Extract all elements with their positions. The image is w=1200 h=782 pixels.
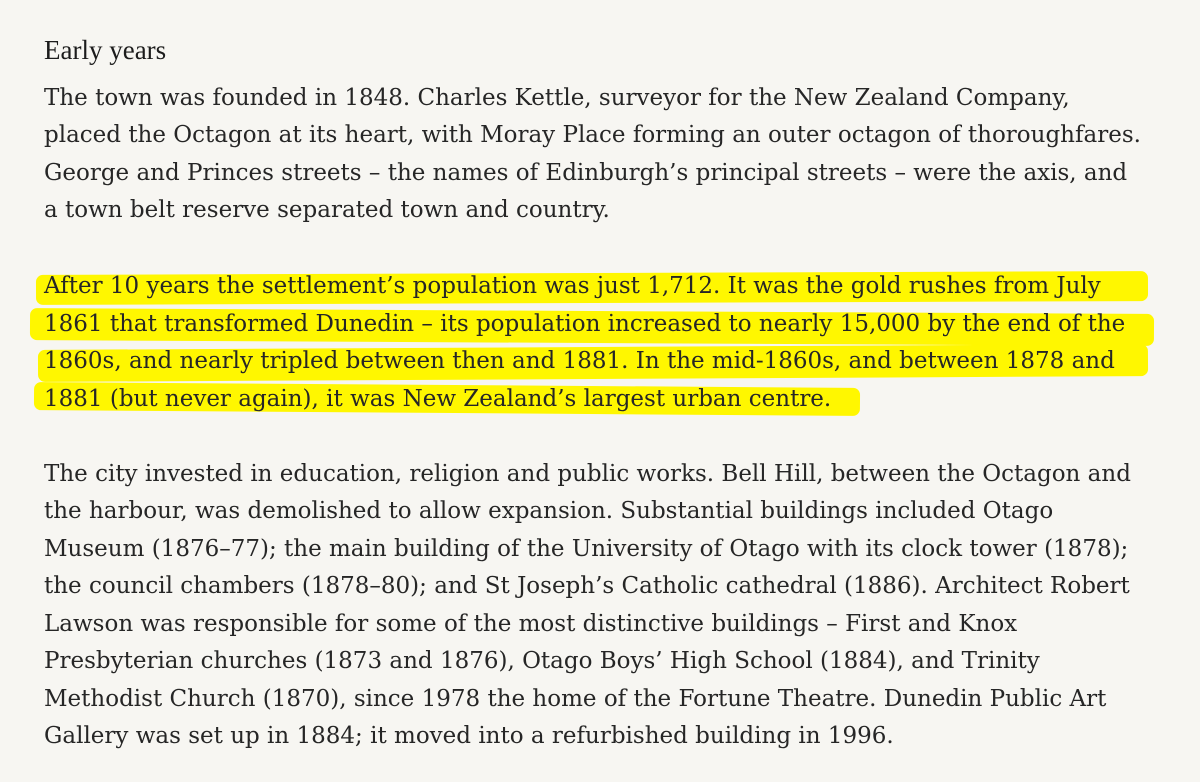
paragraph-1-line: placed the Octagon at its heart, with Moray Place forming an outer octagon of thoroughfares. bbox=[44, 122, 1141, 148]
paragraph-3-line: The city invested in education, religion and public works. Bell Hill, between the Octagon and bbox=[44, 461, 1131, 487]
paragraph-2-line: 1860s, and nearly tripled between then and 1881. In the mid-1860s, and between 1878 and bbox=[44, 348, 1115, 374]
section-heading: Early years bbox=[44, 35, 167, 65]
paragraph-3-line: the council chambers (1878–80); and St Joseph’s Catholic cathedral (1886). Architect Robert bbox=[44, 573, 1130, 599]
paragraph-3-line: Methodist Church (1870), since 1978 the home of the Fortune Theatre. Dunedin Public Art bbox=[44, 686, 1107, 712]
paragraph-2-line: After 10 years the settlement’s population was just 1,712. It was the gold rushes from July bbox=[44, 273, 1101, 299]
paragraph-2-line: 1861 that transformed Dunedin – its population increased to nearly 15,000 by the end of the bbox=[44, 311, 1126, 337]
paragraph-3-line: Presbyterian churches (1873 and 1876), Otago Boys’ High School (1884), and Trinity bbox=[44, 648, 1040, 674]
paragraph-3-line: Lawson was responsible for some of the most distinctive buildings – First and Knox bbox=[44, 611, 1018, 637]
paragraph-3-line: Museum (1876–77); the main building of the University of Otago with its clock tower (1878); bbox=[44, 536, 1129, 562]
paragraph-2-line: 1881 (but never again), it was New Zealand’s largest urban centre. bbox=[44, 386, 832, 412]
paragraph-1-line: George and Princes streets – the names of Edinburgh’s principal streets – were the axis, and bbox=[44, 160, 1128, 186]
paragraph-3-line: the harbour, was demolished to allow expansion. Substantial buildings included Otago bbox=[44, 498, 1054, 524]
paragraph-1-line: a town belt reserve separated town and country. bbox=[44, 197, 610, 223]
paragraph-1-line: The town was founded in 1848. Charles Kettle, surveyor for the New Zealand Company, bbox=[44, 85, 1070, 111]
paragraph-3-line: Gallery was set up in 1884; it moved into a refurbished building in 1996. bbox=[44, 723, 894, 749]
